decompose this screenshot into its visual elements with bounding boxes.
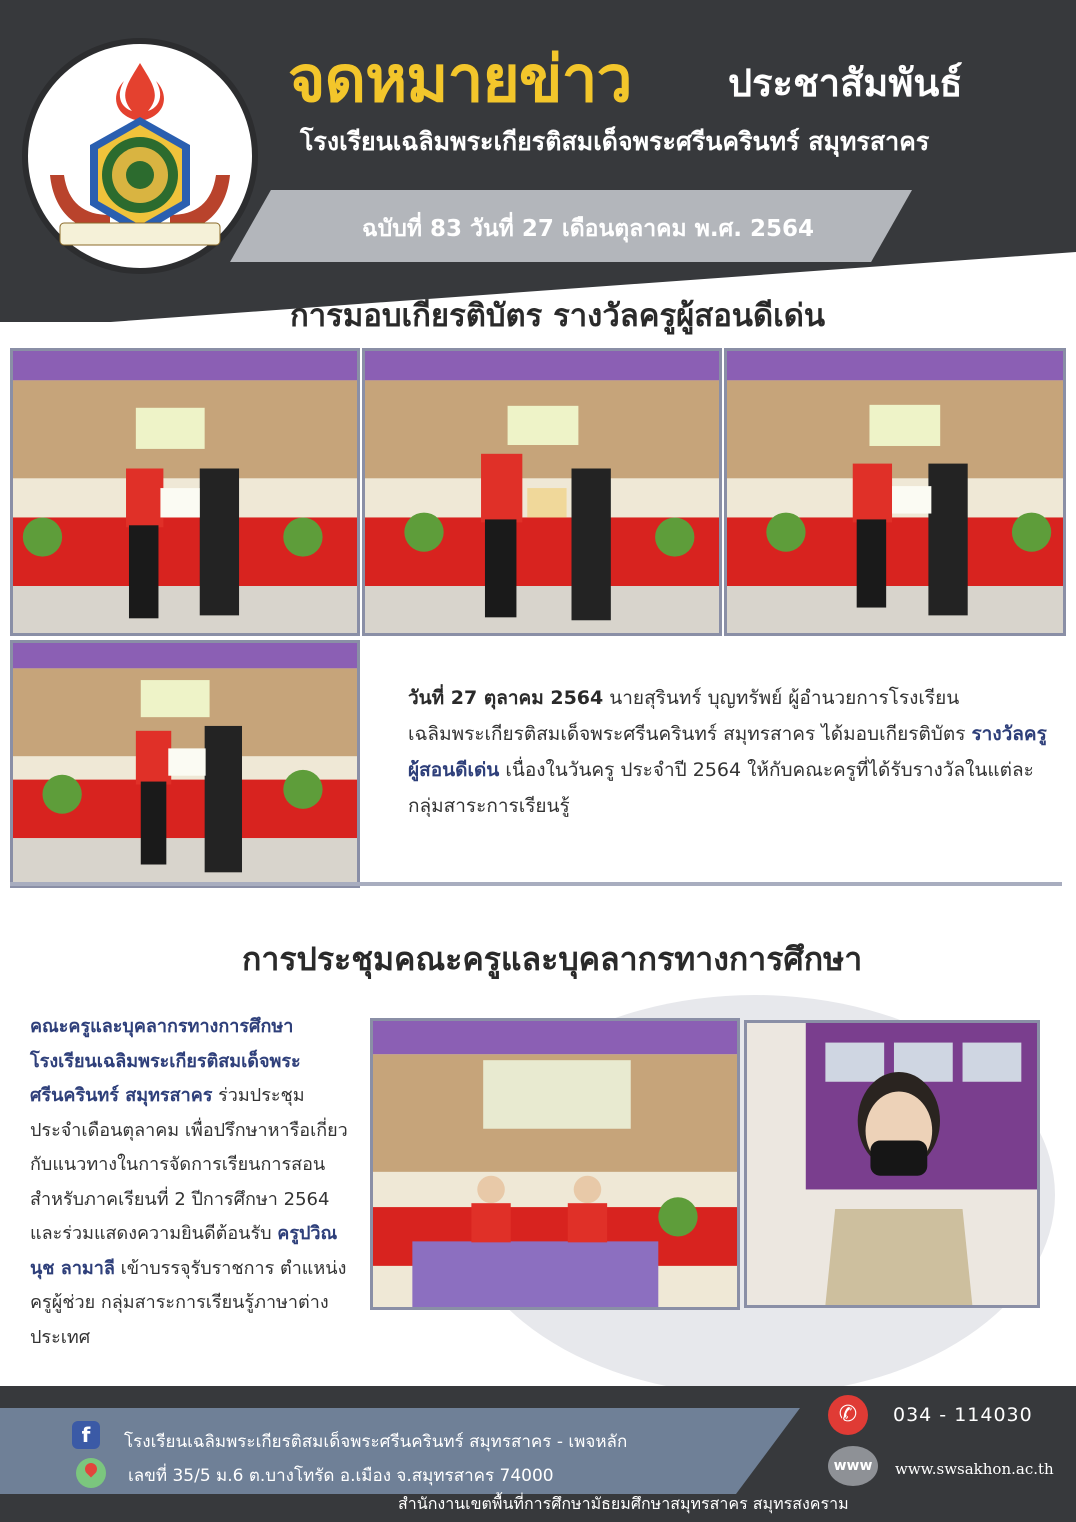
phone-number[interactable]: 034 - 114030 [893,1404,1033,1426]
section1-text-part1: นายสุรินทร์ บุญทรัพย์ ผู้อำนวยการโรงเรียนเฉลิมพระเกียรติสมเด็จพระศรีนครินทร์ สมุทรสาคร ได้มอบเกียรติบัตร [408,687,972,745]
newsletter-title: จดหมายข่าว [288,43,632,117]
newsletter-subtitle: ประชาสัมพันธ์ [728,61,963,105]
section-divider [10,882,1062,886]
award-photo-4 [10,640,360,888]
location-pin-icon [76,1458,106,1488]
section1-heading: การมอบเกียรติบัตร รางวัลครูผู้สอนดีเด่น [290,298,826,334]
section2-text-part1: ร่วมประชุม ประจำเดือนตุลาคม เพื่อปรึกษาหารือเกี่ยวกับแนวทางในการจัดการเรียนการสอน สำหรับภาคเรียนที่ 2 ปีการศึกษา 2564 และร่วมแสดงความยินดีต้อนรับ [30,1085,348,1244]
section2-paragraph [30,1010,350,1355]
section1-date: วันที่ 27 ตุลาคม 2564 [408,687,604,709]
website-link[interactable]: www.swsakhon.ac.th [895,1460,1054,1478]
meeting-photo [370,1018,740,1310]
www-icon: www [828,1446,878,1486]
issue-info: ฉบับที่ 83 วันที่ 27 เดือนตุลาคม พ.ศ. 2564 [362,216,814,242]
school-logo [40,55,240,255]
section2-text-part2: เข้าบรรจุรับราชการ ตำแหน่งครูผู้ช่วย กลุ่มสาระการเรียนรู้ภาษาต่างประเทศ [30,1257,347,1348]
school-name: โรงเรียนเฉลิมพระเกียรติสมเด็จพระศรีนครินทร์ สมุทรสาคร [300,127,930,156]
award-photo-3 [724,348,1066,636]
award-photo-1 [10,348,360,636]
section1-paragraph [408,680,1048,824]
education-office: สำนักงานเขตพื้นที่การศึกษามัธยมศึกษาสมุทรสาคร สมุทรสงคราม [398,1494,849,1513]
award-photo-2 [362,348,722,636]
facebook-page-link[interactable]: โรงเรียนเฉลิมพระเกียรติสมเด็จพระศรีนครินทร์ สมุทรสาคร - เพจหลัก [124,1432,628,1452]
phone-icon: ✆ [828,1395,868,1435]
section2-heading: การประชุมคณะครูและบุคลากรทางการศึกษา [242,940,863,978]
section2-bold-text: คณะครูและบุคลากรทางการศึกษา โรงเรียนเฉลิมพระเกียรติสมเด็จพระศรีนครินทร์ สมุทรสาคร [30,1016,301,1106]
section2-teacher-name: ครูปวิณนุช ลามาลี [30,1223,338,1279]
section1-text-part2: เนื่องในวันครู ประจำปี 2564 ให้กับคณะครูที่ได้รับรางวัลในแต่ละกลุ่มสาระการเรียนรู้ [408,759,1034,817]
facebook-icon[interactable]: f [72,1421,100,1449]
section1-award-name: รางวัลครูผู้สอนดีเด่น [408,723,1047,781]
school-address: เลขที่ 35/5 ม.6 ต.บางโทรัด อ.เมือง จ.สมุทรสาคร 74000 [128,1466,554,1486]
new-teacher-photo [744,1020,1040,1308]
